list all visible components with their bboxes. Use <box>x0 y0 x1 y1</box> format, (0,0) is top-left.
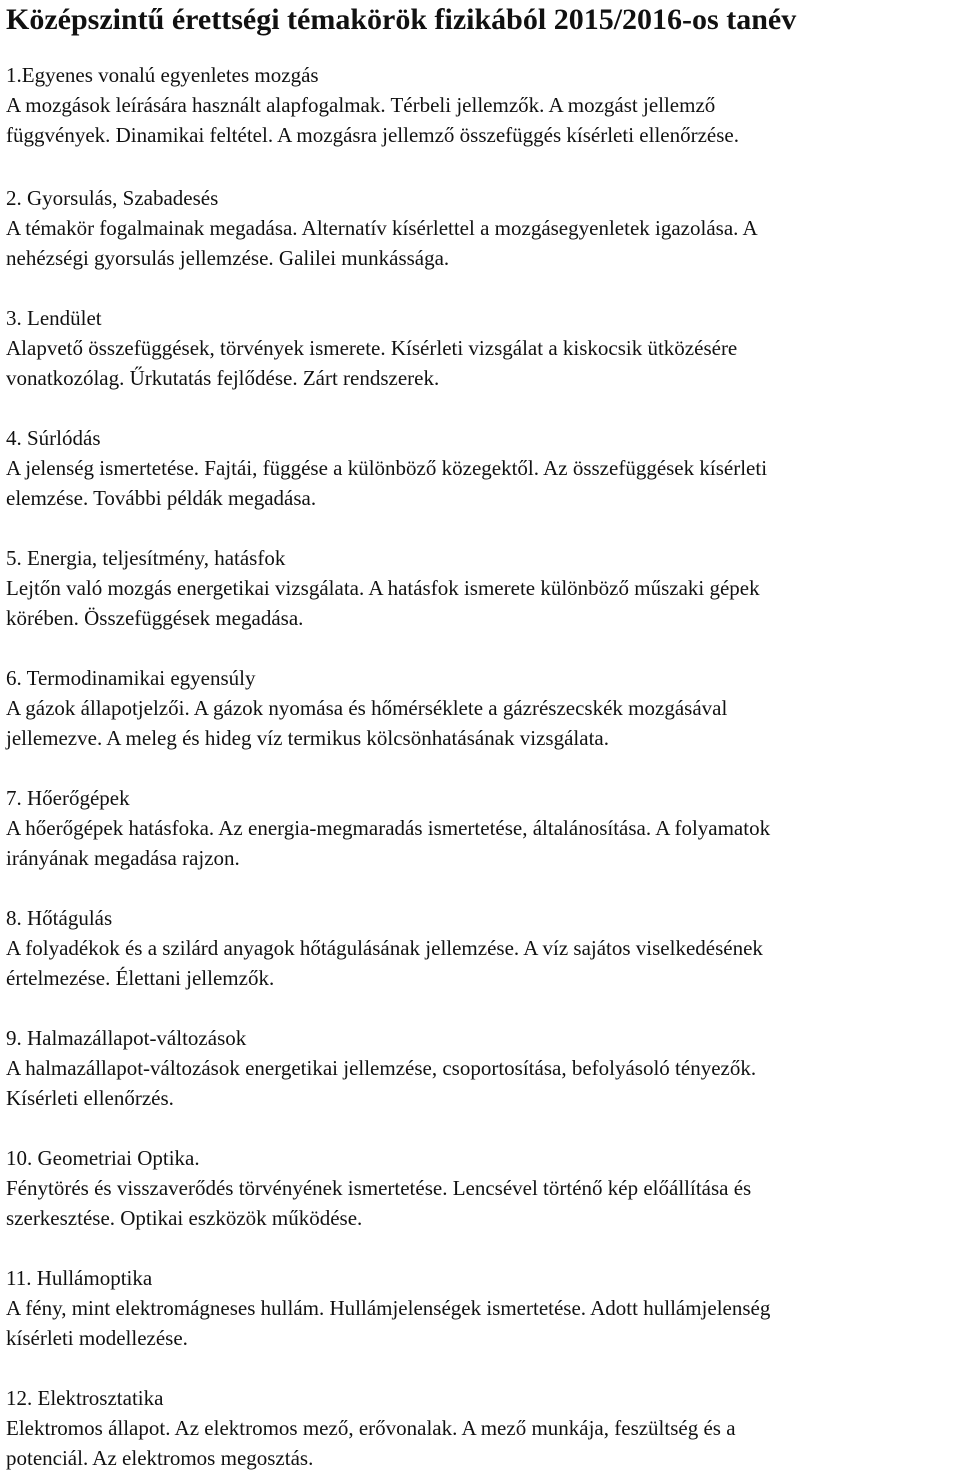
topic-description-line: vonatkozólag. Űrkutatás fejlődése. Zárt rendszerek. <box>6 366 440 390</box>
topic-description-line: jellemezve. A meleg és hideg víz termikus kölcsönhatásának vizsgálata. <box>6 726 609 750</box>
topic-description-line: értelmezése. Élettani jellemzők. <box>6 966 275 990</box>
topic-section <box>6 423 767 513</box>
topic-description-line: A gázok állapotjelzői. A gázok nyomása és hőmérséklete a gázrészecskék mozgásával <box>6 696 728 720</box>
document-title: Középszintű érettségi témakörök fizikából 2015/2016-os tanév <box>6 3 797 36</box>
topic-section <box>6 1383 736 1473</box>
topic-heading: 8. Hőtágulás <box>6 906 113 930</box>
topic-section <box>6 183 758 273</box>
topic-section <box>6 543 760 633</box>
topic-heading: 3. Lendület <box>6 306 102 330</box>
document-page <box>6 0 956 1470</box>
topic-description-line: A témakör fogalmainak megadása. Alternatív kísérlettel a mozgásegyenletek igazolása. A <box>6 216 758 240</box>
topic-section <box>6 1143 751 1233</box>
topic-description-line: Alapvető összefüggések, törvények ismerete. Kísérleti vizsgálat a kiskocsik ütközésére <box>6 336 738 360</box>
topic-description-line: A jelenség ismertetése. Fajtái, függése a különböző közegektől. Az összefüggések kísérleti <box>6 456 768 480</box>
topic-description-line: Kísérleti ellenőrzés. <box>6 1086 174 1110</box>
topic-heading: 1.Egyenes vonalú egyenletes mozgás <box>6 63 319 87</box>
topic-section <box>6 1263 770 1353</box>
topic-section <box>6 903 763 993</box>
topic-description-line: A hőerőgépek hatásfoka. Az energia-megmaradás ismertetése, általánosítása. A folyamatok <box>6 816 771 840</box>
topic-heading: 9. Halmazállapot-változások <box>6 1026 247 1050</box>
topic-section <box>6 1023 756 1113</box>
topic-description-line: kísérleti modellezése. <box>6 1326 188 1350</box>
topic-heading: 6. Termodinamikai egyensúly <box>6 666 256 690</box>
topic-section <box>6 303 737 393</box>
topic-description-line: Fénytörés és visszaverődés törvényének ismertetése. Lencsével történő kép előállítása és <box>6 1176 752 1200</box>
topic-description-line: szerkesztése. Optikai eszközök működése. <box>6 1206 363 1230</box>
topic-description-line: A halmazállapot-változások energetikai jellemzése, csoportosítása, befolyásoló tényezők. <box>6 1056 757 1080</box>
topic-heading: 11. Hullámoptika <box>6 1266 153 1290</box>
topic-description-line: irányának megadása rajzon. <box>6 846 240 870</box>
topic-description-line: körében. Összefüggések megadása. <box>6 606 304 630</box>
topic-section <box>6 663 727 753</box>
topic-description-line: elemzése. További példák megadása. <box>6 486 317 510</box>
topic-heading: 2. Gyorsulás, Szabadesés <box>6 186 219 210</box>
topic-description-line: Elektromos állapot. Az elektromos mező, erővonalak. A mező munkája, feszültség és a <box>6 1416 736 1440</box>
topic-heading: 12. Elektrosztatika <box>6 1386 164 1410</box>
topic-description-line: nehézségi gyorsulás jellemzése. Galilei munkássága. <box>6 246 450 270</box>
topic-section <box>6 60 739 150</box>
topic-heading: 4. Súrlódás <box>6 426 101 450</box>
topic-description-line: Lejtőn való mozgás energetikai vizsgálata. A hatásfok ismerete különböző műszaki gépek <box>6 576 760 600</box>
topic-heading: 10. Geometriai Optika. <box>6 1146 200 1170</box>
topic-section <box>6 783 770 873</box>
topic-heading: 5. Energia, teljesítmény, hatásfok <box>6 546 286 570</box>
topic-description-line: A mozgások leírására használt alapfogalmak. Térbeli jellemzők. A mozgást jellemző <box>6 93 716 117</box>
topic-description-line: függvények. Dinamikai feltétel. A mozgásra jellemző összefüggés kísérleti ellenőrzése. <box>6 123 739 147</box>
topic-description-line: potenciál. Az elektromos megosztás. <box>6 1446 314 1470</box>
topic-heading: 7. Hőerőgépek <box>6 786 130 810</box>
topic-description-line: A fény, mint elektromágneses hullám. Hullámjelenségek ismertetése. Adott hullámjelenség <box>6 1296 771 1320</box>
topic-description-line: A folyadékok és a szilárd anyagok hőtágulásának jellemzése. A víz sajátos viselkedésének <box>6 936 763 960</box>
